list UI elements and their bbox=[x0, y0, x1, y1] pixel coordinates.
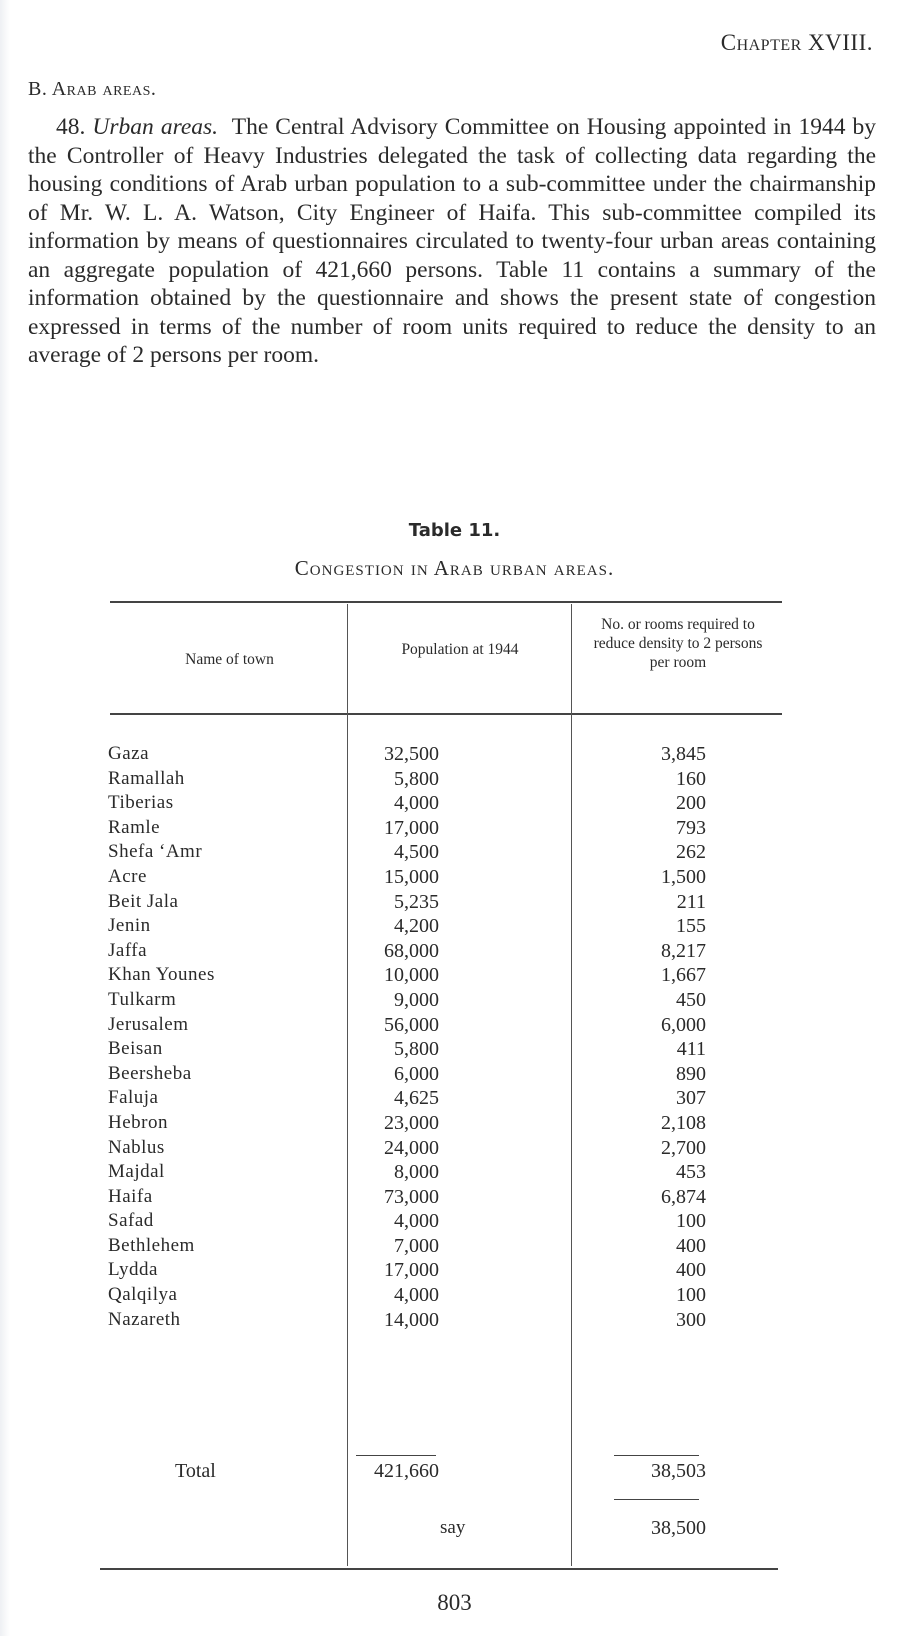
population-value: 4,000 bbox=[394, 792, 439, 815]
town-name: Jaffa bbox=[108, 939, 148, 961]
town-name: Faluja bbox=[108, 1087, 159, 1109]
rooms-value: 453 bbox=[676, 1161, 706, 1184]
table-row bbox=[0, 1037, 909, 1062]
rooms-value: 8,217 bbox=[661, 939, 706, 962]
population-value: 14,000 bbox=[384, 1308, 439, 1331]
rooms-value: 1,667 bbox=[661, 964, 706, 987]
table-row bbox=[0, 988, 909, 1013]
table-row bbox=[0, 1062, 909, 1087]
rooms-value: 400 bbox=[676, 1259, 706, 1282]
town-name: Beersheba bbox=[108, 1062, 192, 1084]
rooms-value: 100 bbox=[676, 1284, 706, 1307]
population-value: 7,000 bbox=[394, 1234, 439, 1257]
column-header-rooms: No. or rooms required to reduce density to 2 persons per room bbox=[593, 616, 763, 671]
paragraph-number: 48. bbox=[56, 114, 86, 140]
town-name: Tulkarm bbox=[108, 988, 177, 1010]
rooms-value: 890 bbox=[676, 1062, 706, 1085]
town-name: Nazareth bbox=[108, 1308, 181, 1330]
paragraph-title: Urban areas. bbox=[92, 114, 219, 140]
table-row bbox=[0, 767, 909, 792]
population-value: 17,000 bbox=[384, 1259, 439, 1282]
table-row bbox=[0, 742, 909, 767]
table-row bbox=[0, 1308, 909, 1333]
rooms-value: 2,108 bbox=[661, 1111, 706, 1134]
table-row bbox=[0, 840, 909, 865]
population-value: 5,800 bbox=[394, 1038, 439, 1061]
table-row bbox=[0, 1209, 909, 1234]
table-row bbox=[0, 890, 909, 915]
rooms-value: 100 bbox=[676, 1210, 706, 1233]
column-header-population: Population at 1944 bbox=[401, 641, 519, 658]
population-value: 6,000 bbox=[394, 1062, 439, 1085]
rooms-value: 3,845 bbox=[661, 743, 706, 765]
town-name: Ramallah bbox=[108, 767, 185, 789]
table-row bbox=[0, 1234, 909, 1259]
population-value: 5,800 bbox=[394, 767, 439, 790]
table-row bbox=[0, 1283, 909, 1308]
town-name: Beisan bbox=[108, 1038, 163, 1060]
total-label: Total bbox=[175, 1460, 216, 1482]
population-value: 56,000 bbox=[384, 1013, 439, 1036]
population-value: 15,000 bbox=[384, 865, 439, 888]
table-title: Table 11. bbox=[408, 520, 501, 541]
table-subtitle: Congestion in Arab urban areas. bbox=[294, 556, 615, 580]
town-name: Qalqilya bbox=[108, 1284, 178, 1306]
town-name: Lydda bbox=[108, 1259, 158, 1281]
running-head: Chapter XVIII. bbox=[720, 30, 873, 55]
town-name: Gaza bbox=[108, 743, 150, 764]
population-value: 4,625 bbox=[394, 1087, 439, 1110]
table-body bbox=[0, 742, 909, 1332]
population-value: 4,200 bbox=[394, 915, 439, 938]
total-population: 421,660 bbox=[374, 1460, 439, 1482]
rooms-value: 6,874 bbox=[661, 1185, 706, 1208]
table-row bbox=[0, 1013, 909, 1038]
rooms-value: 262 bbox=[676, 841, 706, 864]
table-row bbox=[0, 791, 909, 816]
population-value: 73,000 bbox=[384, 1185, 439, 1208]
town-name: Nablus bbox=[108, 1136, 165, 1158]
rooms-value: 155 bbox=[676, 915, 706, 938]
population-value: 68,000 bbox=[384, 939, 439, 962]
population-sum-rule bbox=[356, 1455, 436, 1456]
town-name: Safad bbox=[108, 1210, 154, 1232]
table-row bbox=[0, 1111, 909, 1136]
rounded-label: say bbox=[440, 1517, 466, 1538]
rooms-value: 300 bbox=[676, 1308, 706, 1331]
rooms-value: 200 bbox=[676, 792, 706, 815]
town-name: Shefa ‘Amr bbox=[108, 841, 203, 863]
table-row bbox=[0, 865, 909, 890]
rooms-value: 6,000 bbox=[661, 1013, 706, 1036]
rooms-value: 2,700 bbox=[661, 1136, 706, 1159]
town-name: Hebron bbox=[108, 1111, 168, 1133]
population-value: 24,000 bbox=[384, 1136, 439, 1159]
population-value: 9,000 bbox=[394, 988, 439, 1011]
town-name: Acre bbox=[108, 865, 147, 887]
table-row bbox=[0, 1086, 909, 1111]
table-row bbox=[0, 816, 909, 841]
rooms-value: 160 bbox=[676, 767, 706, 790]
rooms-value: 211 bbox=[676, 890, 706, 913]
rooms-value: 400 bbox=[676, 1234, 706, 1257]
rooms-value: 307 bbox=[676, 1087, 706, 1110]
population-value: 4,000 bbox=[394, 1284, 439, 1307]
rooms-sum-rule bbox=[614, 1455, 699, 1456]
population-value: 4,500 bbox=[394, 841, 439, 864]
table-bottom-rule bbox=[100, 1568, 778, 1570]
rounded-sum-rule bbox=[614, 1499, 699, 1500]
rooms-value: 411 bbox=[676, 1038, 706, 1061]
table-row bbox=[0, 1185, 909, 1210]
table-row bbox=[0, 1258, 909, 1283]
table-row bbox=[0, 1160, 909, 1185]
table-row bbox=[0, 1136, 909, 1161]
total-rooms: 38,503 bbox=[651, 1460, 706, 1482]
population-value: 32,500 bbox=[384, 743, 439, 765]
town-name: Tiberias bbox=[108, 792, 174, 814]
town-name: Majdal bbox=[108, 1161, 165, 1183]
column-header-town: Name of town bbox=[185, 651, 274, 668]
page-number: 803 bbox=[437, 1590, 472, 1615]
population-value: 17,000 bbox=[384, 816, 439, 839]
town-name: Haifa bbox=[108, 1185, 153, 1207]
body-paragraph bbox=[28, 113, 876, 370]
table-header-rule bbox=[110, 713, 782, 715]
population-value: 8,000 bbox=[394, 1161, 439, 1184]
paragraph-text: The Central Advisory Committee on Housing appointed in 1944 by the Controller of Heavy Industries delegated the task of collecting data regarding the housing conditions of Arab urban population to a sub-committee under the chairmanship of Mr. W. L. A. Watson, City Engineer of Haifa. This sub-committee compiled its information by means of questionnaires circulated to twenty-four urban areas containing an aggregate population of 421,660 persons. Table 11 contains a summary of the information obtained by the questionnaire and shows the present state of congestion expressed in terms of the number of room units required to reduce the density to an average of 2 persons per room. bbox=[28, 114, 877, 368]
town-name: Khan Younes bbox=[108, 964, 215, 986]
town-name: Bethlehem bbox=[108, 1234, 195, 1256]
population-value: 10,000 bbox=[384, 964, 439, 987]
table-top-rule bbox=[110, 601, 782, 603]
table-row bbox=[0, 939, 909, 964]
town-name: Ramle bbox=[108, 816, 161, 838]
rooms-value: 1,500 bbox=[661, 865, 706, 888]
table-row bbox=[0, 914, 909, 939]
section-heading: B. Arab areas. bbox=[28, 78, 157, 100]
population-value: 23,000 bbox=[384, 1111, 439, 1134]
population-value: 4,000 bbox=[394, 1210, 439, 1233]
table-row bbox=[0, 963, 909, 988]
rooms-value: 450 bbox=[676, 988, 706, 1011]
town-name: Beit Jala bbox=[108, 890, 179, 912]
town-name: Jenin bbox=[108, 915, 151, 937]
rounded-rooms: 38,500 bbox=[651, 1517, 706, 1539]
rooms-value: 793 bbox=[676, 816, 706, 839]
town-name: Jerusalem bbox=[108, 1013, 189, 1035]
population-value: 5,235 bbox=[394, 890, 439, 913]
